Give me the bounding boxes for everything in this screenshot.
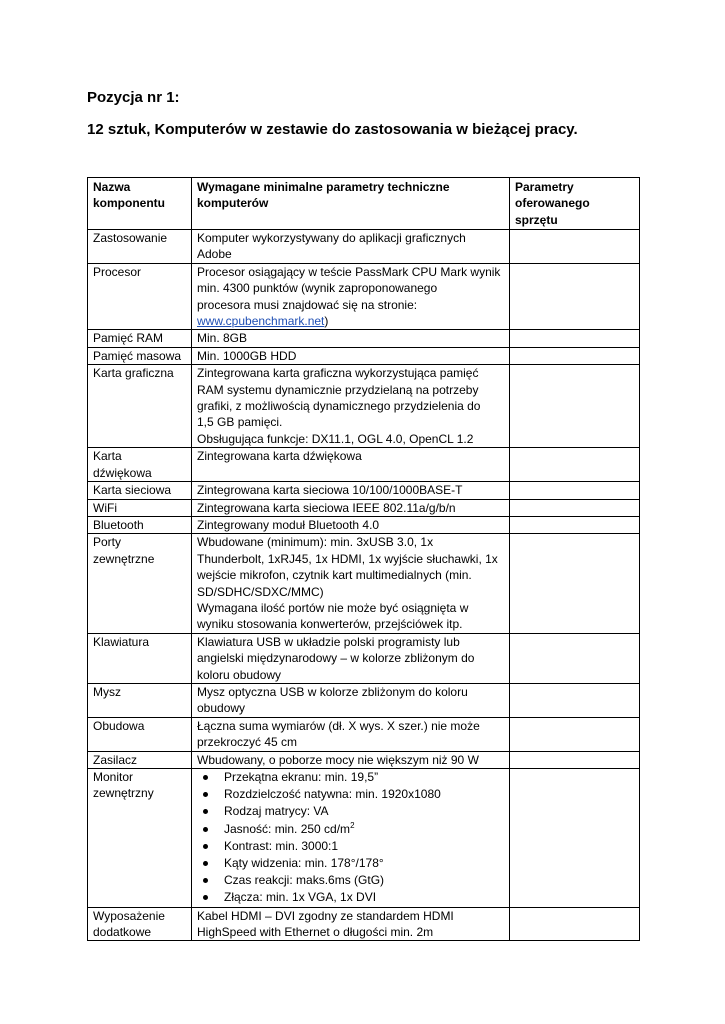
component-name: Karta sieciowa xyxy=(88,482,192,499)
table-row xyxy=(88,365,640,448)
offered-value-cell[interactable] xyxy=(510,499,640,516)
section-subtitle: 12 sztuk, Komputerów w zestawie do zastosowania w bieżącej pracy. xyxy=(87,121,578,138)
component-name: Klawiatura xyxy=(88,633,192,683)
component-name: Pamięć RAM xyxy=(88,330,192,347)
list-item: Kontrast: min. 3000:1 xyxy=(197,838,506,855)
header-text: komputerów xyxy=(197,196,269,211)
requirement-line: HighSpeed with Ethernet o długości min. 2m xyxy=(197,925,434,940)
requirement-cell: Wbudowany, o poborze mocy nie większym niż 90 W xyxy=(192,751,510,768)
offered-value-cell[interactable] xyxy=(510,230,640,264)
component-name-line: dodatkowe xyxy=(93,925,152,940)
requirement-line: obudowy xyxy=(197,701,246,716)
requirement-line: RAM systemu dynamicznie przydzielaną na potrzeby xyxy=(197,382,479,397)
offered-value-cell[interactable] xyxy=(510,717,640,751)
brightness-text: Jasność: min. 250 cd/m xyxy=(224,821,351,836)
requirement-line: koloru obudowy xyxy=(197,667,282,682)
offered-value-cell[interactable] xyxy=(510,534,640,633)
table-row xyxy=(88,330,640,347)
component-name: Pamięć masowa xyxy=(88,347,192,364)
requirement-line: Kabel HDMI – DVI zgodny ze standardem HDMI xyxy=(197,908,454,923)
table-row xyxy=(88,907,640,941)
list-item: Czas reakcji: maks.6ms (GtG) xyxy=(197,872,506,889)
requirement-line: SD/SDHC/SDXC/MMC) xyxy=(197,584,324,599)
requirement-line: 1,5 GB pamięci. xyxy=(197,415,283,430)
requirement-line: procesora musi znajdować się na stronie: xyxy=(197,297,418,312)
requirement-cell xyxy=(192,717,510,751)
header-offered-params xyxy=(510,178,640,230)
header-required-params xyxy=(192,178,510,230)
requirement-cell: Min. 8GB xyxy=(192,330,510,347)
table-row xyxy=(88,633,640,683)
table-row xyxy=(88,769,640,908)
table-row xyxy=(88,516,640,533)
requirement-line: Wbudowane (minimum): min. 3xUSB 3.0, 1x xyxy=(197,535,434,550)
offered-value-cell[interactable] xyxy=(510,330,640,347)
requirement-line: angielski międzynarodowy – w kolorze zbliżonym do xyxy=(197,651,475,666)
requirement-line: Łączna suma wymiarów (dł. X wys. X szer.) nie może xyxy=(197,718,480,733)
requirement-cell xyxy=(192,230,510,264)
component-name: Bluetooth xyxy=(88,516,192,533)
component-name: Zastosowanie xyxy=(88,230,192,264)
table-row xyxy=(88,534,640,633)
list-item: Rozdzielczość natywna: min. 1920x1080 xyxy=(197,786,506,803)
header-text: komponentu xyxy=(93,196,165,211)
component-name-line: Porty xyxy=(93,535,122,550)
header-component-name xyxy=(88,178,192,230)
list-item: Przekątna ekranu: min. 19,5” xyxy=(197,769,506,786)
requirement-cell xyxy=(192,263,510,330)
offered-value-cell[interactable] xyxy=(510,633,640,683)
requirement-line: Wymagana ilość portów nie może być osiągnięta w xyxy=(197,600,469,615)
table-row xyxy=(88,683,640,717)
requirement-line-tail: ) xyxy=(324,314,329,329)
requirement-cell: Min. 1000GB HDD xyxy=(192,347,510,364)
requirement-line: wyniku stosowania konwerterów, przejściówek itp. xyxy=(197,617,463,632)
offered-value-cell[interactable] xyxy=(510,516,640,533)
component-name-line: zewnętrzne xyxy=(93,551,155,566)
component-name: Procesor xyxy=(88,263,192,330)
list-item: Kąty widzenia: min. 178°/178° xyxy=(197,855,506,872)
table-row xyxy=(88,717,640,751)
table-row xyxy=(88,482,640,499)
table-row xyxy=(88,347,640,364)
header-text: Nazwa xyxy=(93,180,131,194)
component-name xyxy=(88,534,192,633)
offered-value-cell[interactable] xyxy=(510,448,640,482)
component-name: Karta graficzna xyxy=(88,365,192,448)
requirement-line: min. 4300 punktów (wynik zaproponowanego xyxy=(197,281,438,296)
requirement-line: grafiki, z możliwością dynamicznego przydzielenia do xyxy=(197,399,481,414)
table-row xyxy=(88,751,640,768)
component-name: Obudowa xyxy=(88,717,192,751)
requirement-line: Obsługująca funkcje: DX11.1, OGL 4.0, OpenCL 1.2 xyxy=(197,431,474,446)
list-item: Rodzaj matrycy: VA xyxy=(197,803,506,820)
requirement-cell: Zintegrowana karta dźwiękowa xyxy=(192,448,510,482)
component-name xyxy=(88,769,192,908)
list-item: Złącza: min. 1x VGA, 1x DVI xyxy=(197,889,506,906)
component-name: Zasilacz xyxy=(88,751,192,768)
requirement-cell xyxy=(192,633,510,683)
specification-table xyxy=(87,177,640,941)
component-name: WiFi xyxy=(88,499,192,516)
component-name-line: Karta xyxy=(93,449,122,464)
requirement-line xyxy=(197,313,506,329)
requirement-line: Klawiatura USB w układzie polski programisty lub xyxy=(197,634,460,649)
requirement-cell xyxy=(192,907,510,941)
offered-value-cell[interactable] xyxy=(510,482,640,499)
component-name-line: Monitor xyxy=(93,770,134,784)
component-name-line: Wyposażenie xyxy=(93,908,165,923)
requirement-cell: Zintegrowana karta sieciowa 10/100/1000BASE-T xyxy=(192,482,510,499)
offered-value-cell[interactable] xyxy=(510,683,640,717)
requirement-line: Adobe xyxy=(197,247,232,262)
table-header-row xyxy=(88,178,640,230)
component-name xyxy=(88,448,192,482)
offered-value-cell[interactable] xyxy=(510,365,640,448)
requirement-cell xyxy=(192,365,510,448)
offered-value-cell[interactable] xyxy=(510,769,640,908)
requirement-cell: Zintegrowany moduł Bluetooth 4.0 xyxy=(192,516,510,533)
section-title: Pozycja nr 1: xyxy=(87,89,180,106)
requirement-line: Komputer wykorzystywany do aplikacji graficznych xyxy=(197,231,466,245)
header-text: oferowanego xyxy=(515,196,590,211)
offered-value-cell[interactable] xyxy=(510,263,640,330)
component-name xyxy=(88,907,192,941)
header-text: Wymagane minimalne parametry techniczne xyxy=(197,180,450,194)
offered-value-cell[interactable] xyxy=(510,347,640,364)
requirement-cell: Zintegrowana karta sieciowa IEEE 802.11a/g/b/n xyxy=(192,499,510,516)
table-row xyxy=(88,448,640,482)
table-row xyxy=(88,499,640,516)
monitor-requirements-list xyxy=(197,769,506,907)
requirement-cell xyxy=(192,534,510,633)
requirement-line: Zintegrowana karta graficzna wykorzystująca pamięć xyxy=(197,366,479,381)
header-text: Parametry xyxy=(515,180,574,194)
table-row xyxy=(88,263,640,330)
header-text: sprzętu xyxy=(515,212,558,227)
component-name: Mysz xyxy=(88,683,192,717)
requirement-line: wejście mikrofon, czytnik kart multimedialnych (min. xyxy=(197,568,472,583)
offered-value-cell[interactable] xyxy=(510,907,640,941)
requirement-line: Procesor osiągający w teście PassMark CPU Mark wynik xyxy=(197,264,501,279)
requirement-cell xyxy=(192,683,510,717)
requirement-line: Mysz optyczna USB w kolorze zbliżonym do koloru xyxy=(197,684,468,699)
requirement-line: Thunderbolt, 1xRJ45, 1x HDMI, 1x wyjście słuchawki, 1x xyxy=(197,551,498,566)
component-name-line: zewnętrzny xyxy=(93,786,154,801)
requirement-line: przekroczyć 45 cm xyxy=(197,735,298,750)
table-row xyxy=(88,230,640,264)
superscript: 2 xyxy=(350,820,355,830)
list-item xyxy=(197,821,506,838)
component-name-line: dźwiękowa xyxy=(93,465,152,480)
offered-value-cell[interactable] xyxy=(510,751,640,768)
cpubenchmark-link[interactable]: www.cpubenchmark.net xyxy=(197,314,325,329)
requirement-cell xyxy=(192,769,510,908)
